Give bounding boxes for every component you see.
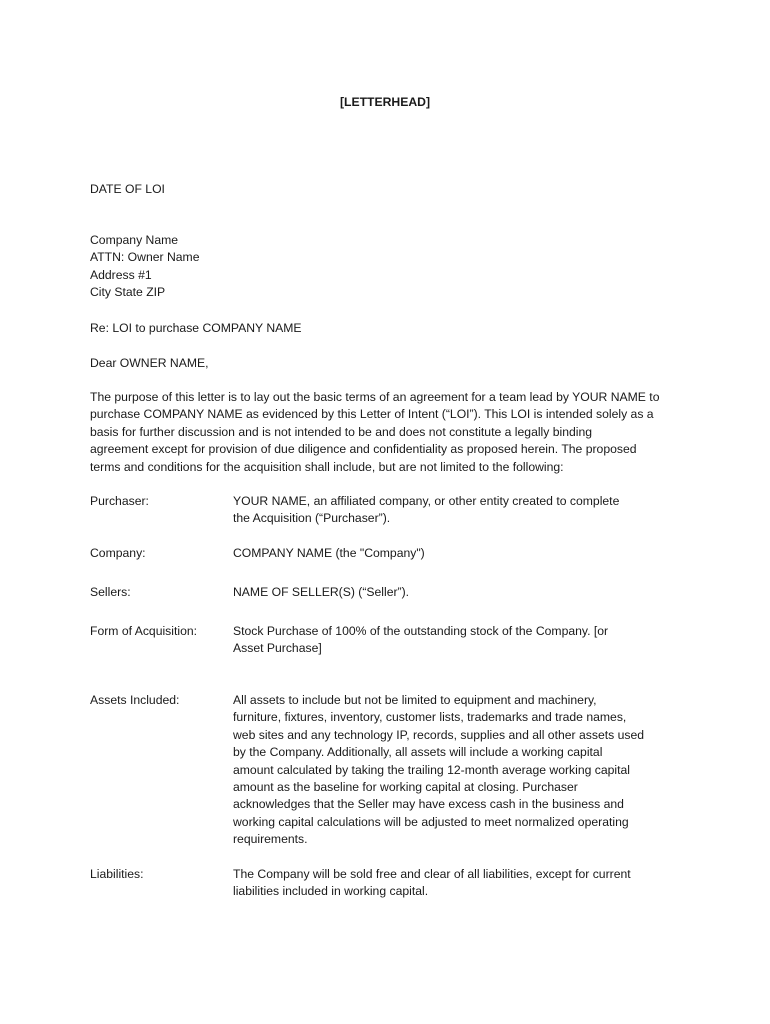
recipient-city-state-zip: City State ZIP: [90, 285, 166, 300]
term-value-line: YOUR NAME, an affiliated company, or other entity created to complete: [233, 494, 620, 508]
intro-line: terms and conditions for the acquisition shall include, but are not limited to the following:: [90, 459, 564, 474]
recipient-company: Company Name: [90, 233, 179, 247]
term-value-line: amount as the baseline for working capital at closing. Purchaser: [233, 780, 578, 795]
term-value: [233, 623, 663, 658]
intro-line: basis for further discussion and is not intended to be and does not constitute a legally binding: [90, 424, 593, 439]
term-value-line: All assets to include but not be limited to equipment and machinery,: [233, 693, 597, 707]
intro-paragraph: [90, 389, 690, 476]
date-text: DATE OF LOI: [90, 182, 165, 196]
salutation: [90, 355, 690, 372]
term-value: [233, 545, 663, 562]
salutation-text: Dear OWNER NAME,: [90, 356, 209, 370]
letterhead: [LETTERHEAD]: [339, 95, 431, 109]
term-label: Assets Included:: [90, 693, 180, 707]
term-value-line: web sites and any technology IP, records, supplies and all other assets used: [233, 727, 645, 742]
term-label: Company:: [90, 546, 146, 560]
term-value-line: the Acquisition (“Purchaser”).: [233, 511, 391, 526]
term-value-line: furniture, fixtures, inventory, customer lists, trademarks and trade names,: [233, 710, 627, 725]
intro-line: purchase COMPANY NAME as evidenced by this Letter of Intent (“LOI”). This LOI is intended solely as a: [90, 407, 654, 422]
term-value-line: Asset Purchase]: [233, 641, 322, 656]
term-value: [233, 866, 663, 901]
intro-line: The purpose of this letter is to lay out the basic terms of an agreement for a team lead by YOUR NAME to: [90, 390, 660, 404]
term-value: [233, 493, 663, 528]
term-value: [233, 584, 663, 601]
term-value-line: by the Company. Additionally, all assets will include a working capital: [233, 745, 603, 760]
term-value-line: liabilities included in working capital.: [233, 884, 429, 899]
term-value-line: NAME OF SELLER(S) (“Seller”).: [233, 585, 410, 599]
term-value-line: COMPANY NAME (the "Company"): [233, 546, 425, 560]
re-text: Re: LOI to purchase COMPANY NAME: [90, 321, 302, 335]
term-value-line: amount calculated by taking the trailing 12-month average working capital: [233, 762, 630, 777]
term-label: Liabilities:: [90, 867, 144, 881]
term-value-line: The Company will be sold free and clear of all liabilities, except for current: [233, 867, 631, 881]
date-line: [90, 181, 690, 198]
term-value-line: working capital calculations will be adjusted to meet normalized operating: [233, 814, 629, 829]
term-value-line: Stock Purchase of 100% of the outstanding stock of the Company. [or: [233, 624, 609, 638]
term-label: Sellers:: [90, 585, 131, 599]
term-label: Form of Acquisition:: [90, 624, 198, 638]
term-value: [233, 692, 663, 849]
recipient-attn: ATTN: Owner Name: [90, 250, 200, 265]
recipient-address-line: Address #1: [90, 267, 152, 282]
recipient-address: [90, 232, 690, 302]
re-line: [90, 320, 690, 337]
term-value-line: requirements.: [233, 832, 308, 847]
term-label: Purchaser:: [90, 494, 149, 508]
intro-line: agreement except for provision of due diligence and confidentiality as proposed herein. The proposed: [90, 442, 637, 457]
term-value-line: acknowledges that the Seller may have excess cash in the business and: [233, 797, 624, 812]
